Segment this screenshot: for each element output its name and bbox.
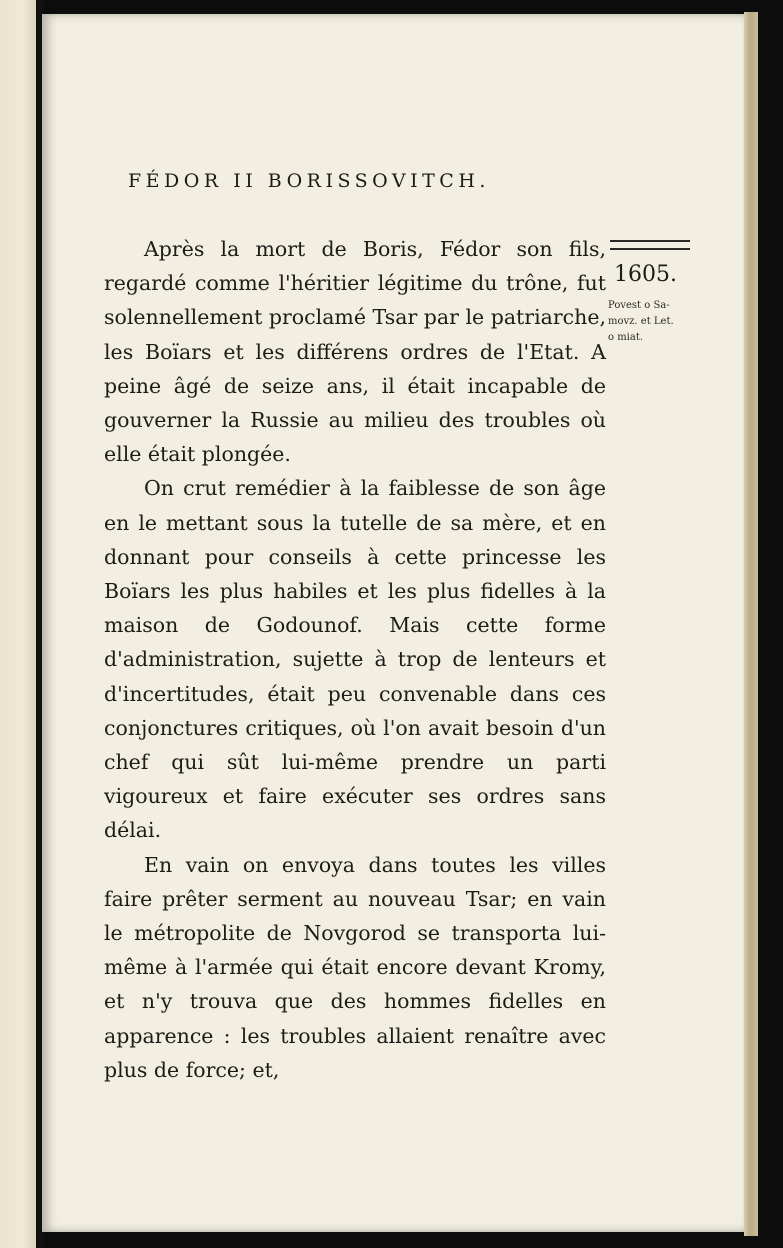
page-stack-edge: [744, 12, 758, 1236]
body-text: [104, 232, 606, 1087]
paragraph: On crut remédier à la faiblesse de son âge en le mettant sous la tutelle de sa mère, et en donnant pour conseils à cette princesse les Boïars les plus habiles et les plus fidelles à la maison de Godounof. Mais cette forme d'administration, sujette à trop de lenteurs et d'incertitudes, était peu convenable dans ces conjonctures critiques, où l'on avait besoin d'un chef qui sût lui-même prendre un parti vigoureux et faire exécuter ses ordres sans délai.: [104, 476, 606, 843]
margin-double-rule: [610, 240, 690, 250]
paragraph: En vain on envoya dans toutes les villes faire prêter serment au nouveau Tsar; en vain le métropolite de Novgorod se transporta lui-même à l'armée qui était encore devant Kromy, et n'y trouva que des hommes fidelles en apparence : les troubles allaient renaître avec plus de force; et,: [104, 852, 606, 1082]
margin-year: 1605.: [614, 262, 677, 287]
margin-note-line: Povest o Sa-: [608, 300, 670, 311]
facing-page-edge: [0, 0, 38, 1248]
margin-note-line: o miat.: [608, 332, 644, 343]
running-title: FÉDOR II BORISSOVITCH.: [128, 170, 490, 192]
margin-source-note: [608, 298, 700, 346]
margin-note-line: movz. et Let.: [608, 316, 674, 327]
paragraph: Après la mort de Boris, Fédor son fils, regardé comme l'héritier légitime du trône, fut solennellement proclamé Tsar par le patriarche, les Boïars et les différens ordres de l'Etat. A peine âgé de seize ans, il était incapable de gouverner la Russie au milieu des troubles où elle était plongée.: [104, 237, 606, 467]
